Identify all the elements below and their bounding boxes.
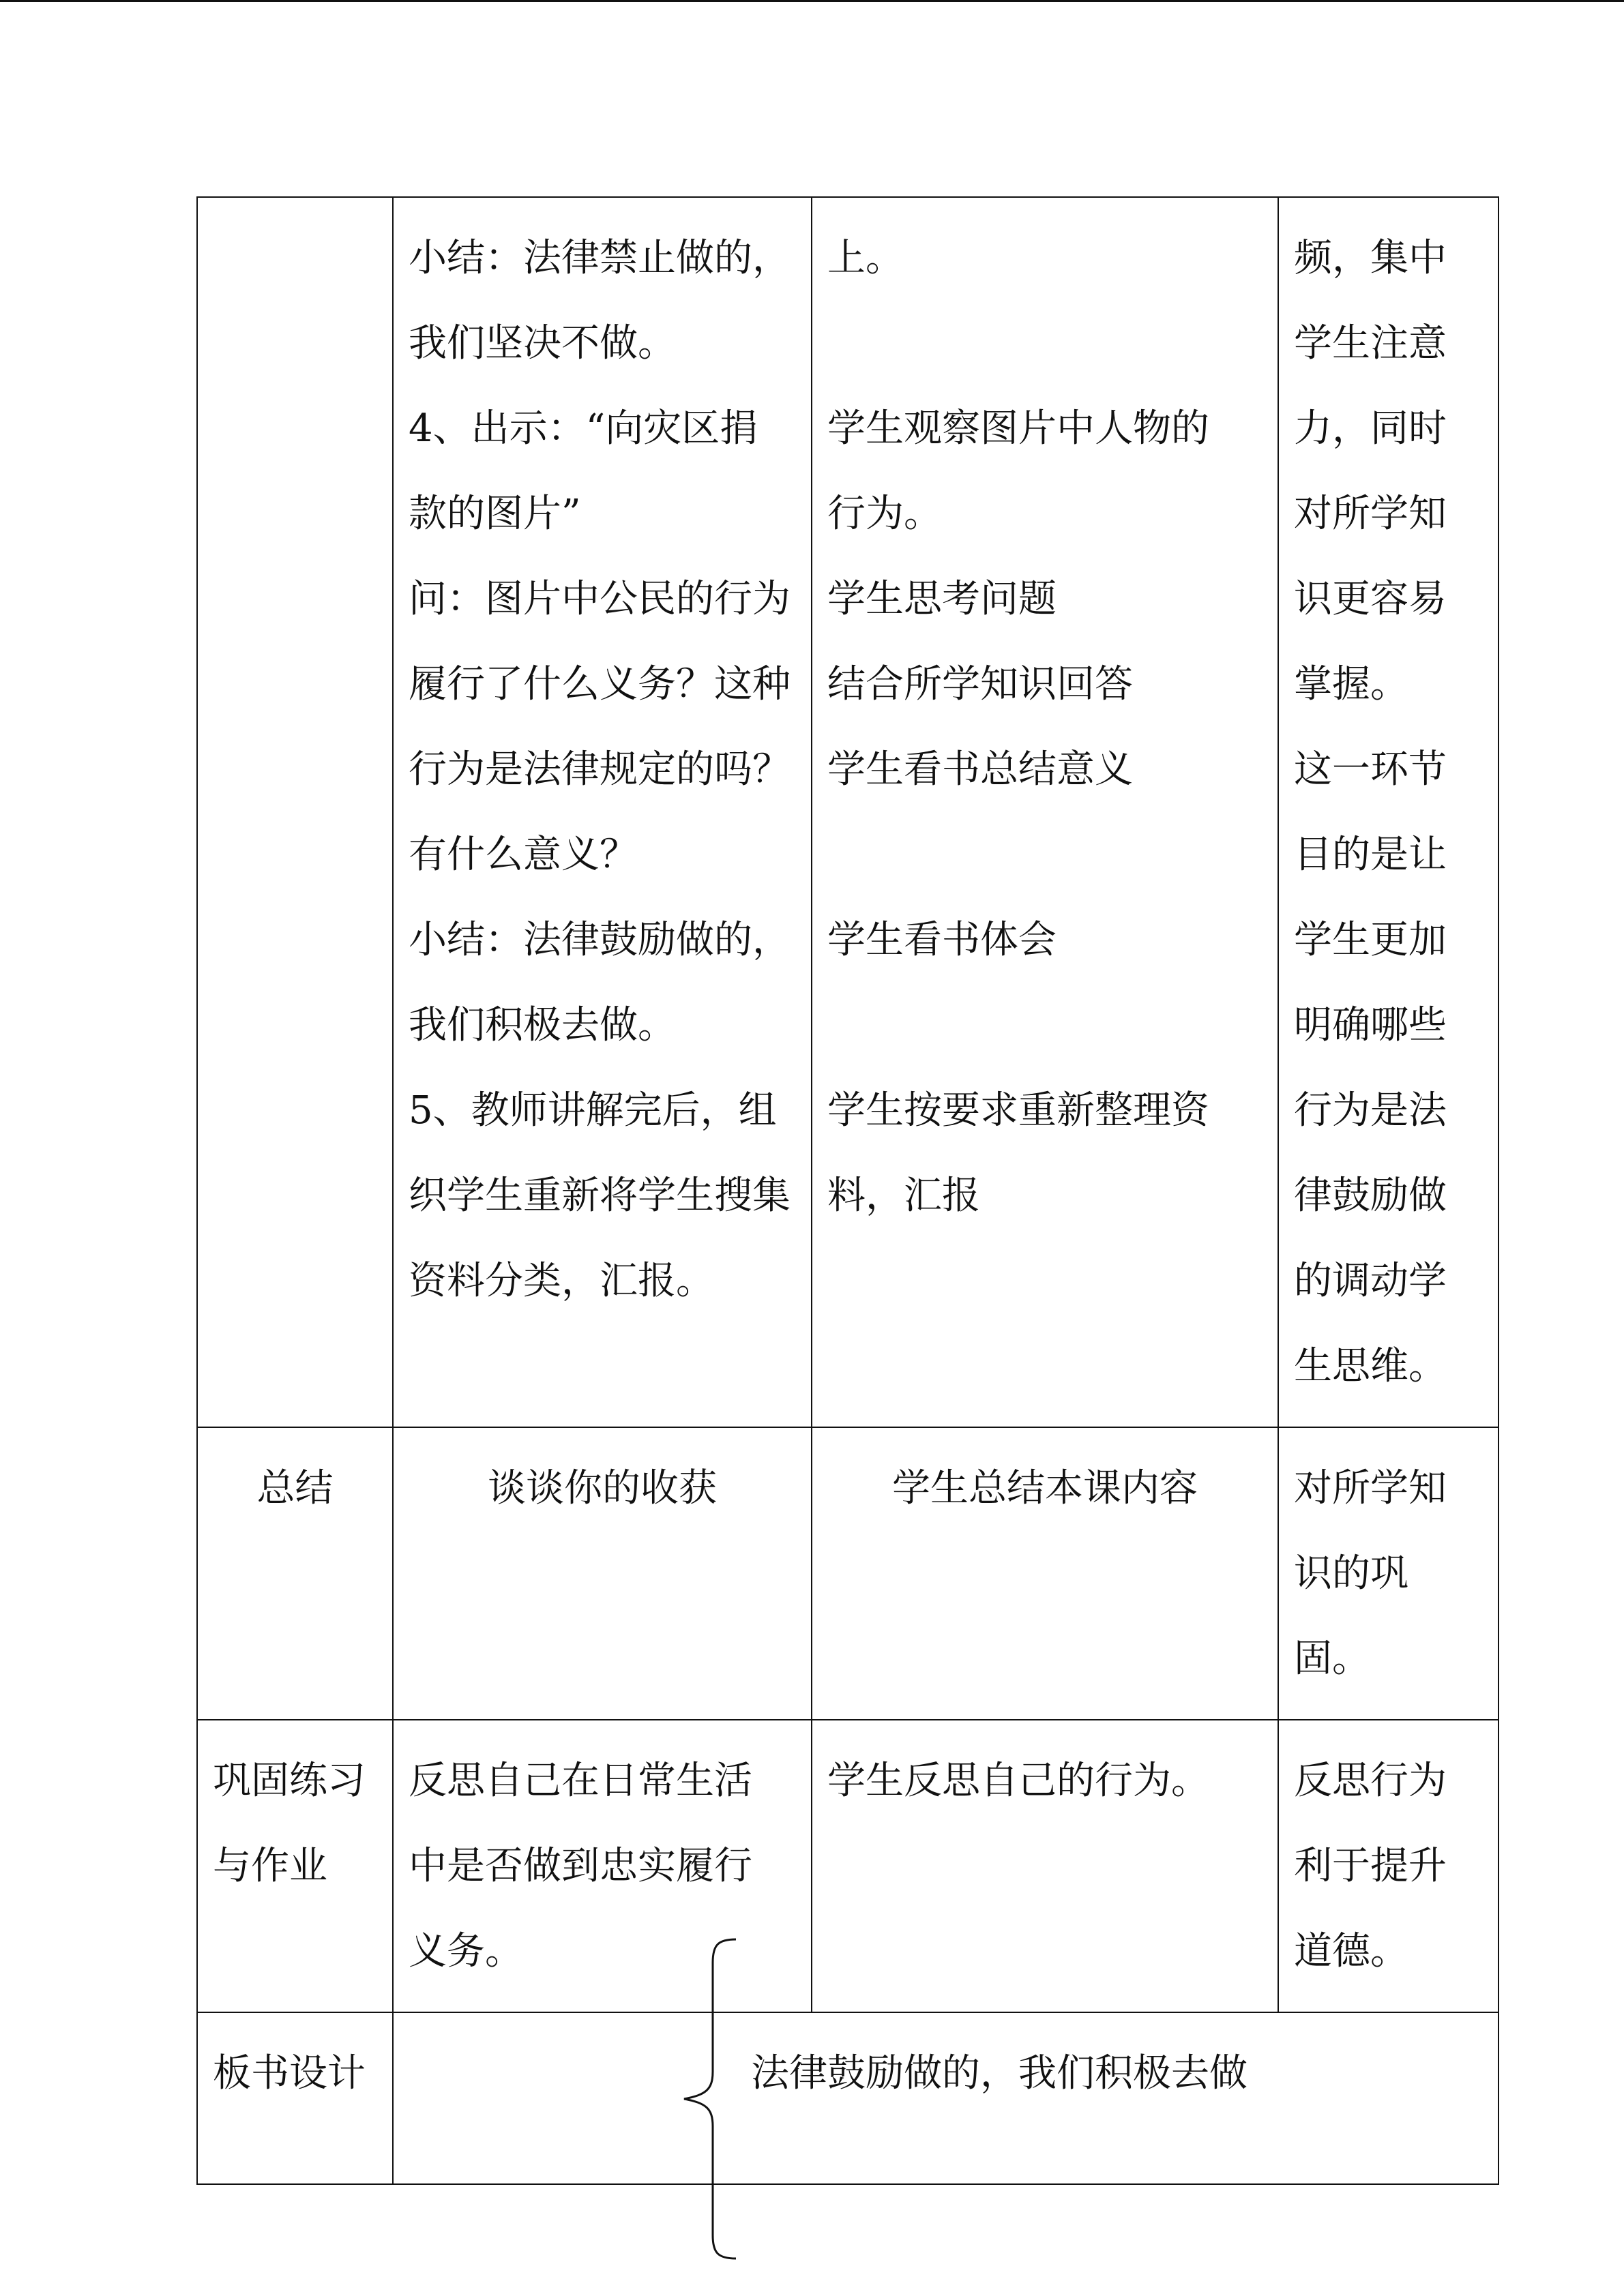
teacher-activity-cell: [393, 1427, 812, 1720]
text-line: 行为。: [827, 492, 942, 536]
text-line: 款的图片”: [409, 492, 581, 536]
design-intent-cell: [1278, 1720, 1498, 2012]
text-line: 行为是法: [1294, 1088, 1447, 1133]
text-line: 固。: [1294, 1637, 1370, 1681]
text-line: 织学生重新将学生搜集: [409, 1174, 791, 1218]
text-line: 学生注意: [1294, 321, 1447, 366]
teacher-activity-cell: [393, 197, 812, 1427]
stage-label: 巩固练习: [213, 1759, 366, 1803]
text-line: 我们积极去做。: [409, 1003, 676, 1047]
text-line: 反思行为: [1294, 1759, 1447, 1803]
text-line: 资料分类，汇报。: [409, 1259, 714, 1303]
lesson-plan-table: [196, 196, 1499, 2185]
table-row: [197, 1427, 1498, 1720]
text-line: 明确哪些: [1294, 1003, 1447, 1047]
text-line: 中是否做到忠实履行: [409, 1844, 752, 1888]
text-line: 小结：法律鼓励做的，: [409, 918, 791, 962]
text-line: 料，汇报: [827, 1174, 980, 1218]
design-intent-cell: [1278, 1427, 1498, 1720]
text-line: 谈谈你的收获: [488, 1466, 717, 1510]
text-line: 对所学知: [1294, 1466, 1447, 1510]
text-line: 道德。: [1294, 1929, 1408, 1973]
text-line: 结合所学知识回答: [827, 662, 1133, 706]
text-line: 问：图片中公民的行为: [409, 577, 791, 621]
text-line: 对所学知: [1294, 492, 1447, 536]
board-design-cell: [393, 2012, 1498, 2184]
board-text: 法律鼓励做的，我们积极去做: [751, 2051, 1247, 2096]
text-line: 4、出示：“向灾区捐: [409, 406, 758, 451]
text-line: 这一环节: [1294, 747, 1447, 792]
table-row: [197, 1720, 1498, 2012]
text-line: 5、教师讲解完后，组: [409, 1088, 777, 1133]
stage-label: 总结: [256, 1466, 334, 1510]
text-line: 学生按要求重新整理资: [827, 1088, 1209, 1133]
stage-cell: [197, 2012, 393, 2184]
stage-cell: [197, 1720, 393, 2012]
text-line: 识更容易: [1294, 577, 1447, 621]
student-activity-cell: [812, 1720, 1278, 2012]
text-line: 利于提升: [1294, 1844, 1447, 1888]
text-line: 学生观察图片中人物的: [827, 406, 1209, 451]
text-line: 有什么意义？: [409, 833, 638, 877]
text-line: 我们坚决不做。: [409, 321, 676, 366]
table-row: [197, 2012, 1498, 2184]
stage-cell: [197, 1427, 393, 1720]
text-line: 履行了什么义务？这种: [409, 662, 791, 706]
text-line: 反思自己在日常生活: [409, 1759, 752, 1803]
text-line: 的调动学: [1294, 1259, 1447, 1303]
stage-label: 板书设计: [213, 2051, 366, 2096]
text-line: 学生思考问题: [827, 577, 1057, 621]
text-line: 力，同时: [1294, 406, 1447, 451]
text-line: 行为是法律规定的吗？: [409, 747, 791, 792]
table-row: [197, 197, 1498, 1427]
text-line: 学生看书体会: [827, 918, 1057, 962]
text-line: 律鼓励做: [1294, 1174, 1447, 1218]
stage-cell: [197, 197, 393, 1427]
text-line: 上。: [827, 236, 904, 280]
text-line: 学生反思自己的行为。: [827, 1759, 1209, 1803]
text-line: 学生更加: [1294, 918, 1447, 962]
text-line: 目的是让: [1294, 833, 1447, 877]
text-line: 掌握。: [1294, 662, 1408, 706]
text-line: 学生看书总结意义: [827, 747, 1133, 792]
text-line: 小结：法律禁止做的，: [409, 236, 791, 280]
curly-brace-icon: [679, 1935, 740, 2263]
text-line: 频，集中: [1294, 236, 1447, 280]
text-line: 识的巩: [1294, 1551, 1408, 1596]
student-activity-cell: [812, 197, 1278, 1427]
text-line: 义务。: [409, 1929, 523, 1973]
teacher-activity-cell: [393, 1720, 812, 2012]
stage-label: 与作业: [213, 1844, 327, 1888]
design-intent-cell: [1278, 197, 1498, 1427]
text-line: 学生总结本课内容: [892, 1466, 1198, 1510]
page-top-rule: [0, 0, 1624, 2]
student-activity-cell: [812, 1427, 1278, 1720]
text-line: 生思维。: [1294, 1344, 1447, 1388]
